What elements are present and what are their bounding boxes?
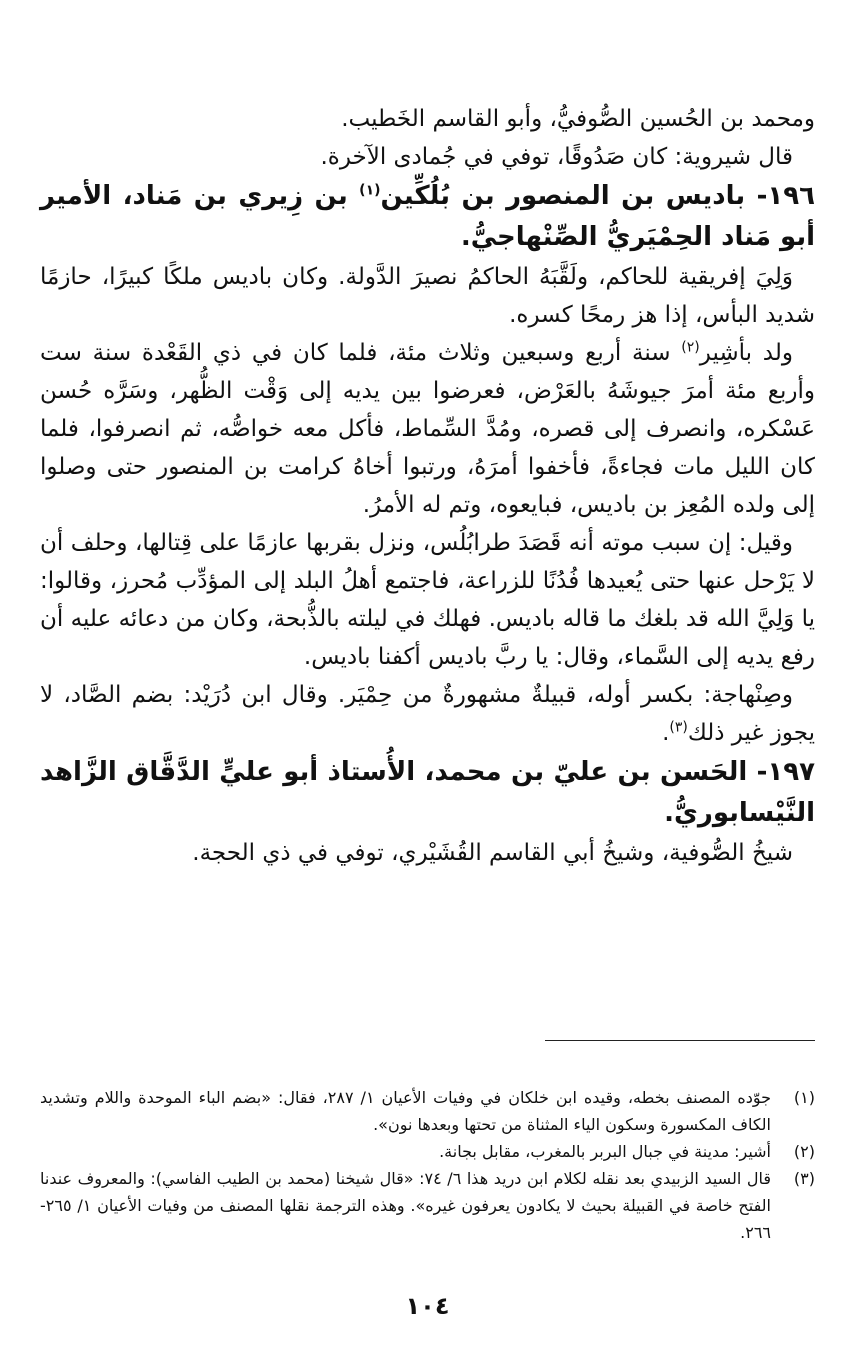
footnote-list [40,1084,815,1246]
footnote-text: أشير: مدينة في جبال البربر بالمغرب، مقابل بجانة. [439,1142,771,1161]
footnote-number: (٢) [793,1142,815,1161]
footnote-number: (٣) [793,1169,815,1188]
paragraph-4-b: سنة أربع وسبعين وثلاث مئة، فلما كان في ذي القَعْدة سنة ست وأربع مئة أمرَ جيوشَهُ بالعَرْض، فعرضوا بين يديه إلى وَقْت الظُّهر، وسَرَّه حُسن عَسْكره، وانصرف إلى قصره، ومُدَّ السِّماط، فأكل معه خواصُّه، ثم انصرفوا، فلما كان الليل مات فجاءةً، فأخفوا أمرَهُ، ورتبوا أخاهُ كرامت بن المنصور حتى وصلوا إلى ولده المُعِز بن باديس، فبايعوه، وتم له الأمرُ. [40,340,815,518]
footnote-2 [40,1138,815,1165]
paragraph-7: شيخُ الصُّوفية، وشيخُ أبي القاسم القُشَيْري، توفي في ذي الحجة. [192,840,793,866]
paragraph-4-a: ولد بأشِير [699,340,793,366]
entry-197-name: الحَسن بن عليّ بن محمد، الأُستاذ أبو عليٍّ الدَّقَّاق الزَّاهد النَّيْسابوريُّ. [40,757,815,828]
entry-197-number: ١٩٧- [747,757,816,787]
entry-196-number: ١٩٦- [745,181,815,211]
entry-197-heading [40,752,815,834]
paragraph-6-b: . [662,720,670,746]
paragraph-6-a: وصِنْهاجة: بكسر أوله، قبيلةٌ مشهورةٌ من حِمْيَر. وقال ابن دُرَيْد: بضم الصَّاد، لا يجوز غير ذلك [40,682,815,746]
paragraph-2: قال شيروية: كان صَدُوقًا، توفي في جُمادى الآخرة. [320,144,793,170]
paragraph-6 [40,676,815,752]
footnote-1 [40,1084,815,1138]
footnote-3 [40,1165,815,1246]
entry-196-heading [40,176,815,258]
paragraph-4 [40,334,815,524]
paragraph-5: وقيل: إن سبب موته أنه قَصَدَ طرابُلُس، ونزل بقربها عازمًا على قِتالها، وحلف أن لا يَرْحل عنها حتى يُعيدها فُدُنًا للزراعة، فاجتمع أهلُ البلد إلى المؤدِّب مُحرز، وقالوا: يا وَلِيَّ الله قد بلغك ما قاله باديس. فهلك في ليلته بالذُّبحة، وكان من دعائه عليه أن رفع يديه إلى السَّماء، وقال: يا ربَّ باديس أكفنا باديس. [40,530,815,670]
main-text [40,100,815,872]
paragraph-3: وَلِيَ إفريقية للحاكم، ولَقَّبَهُ الحاكمُ نصيرَ الدَّولة. وكان باديس ملكًا كبيرًا، حازمًا شديد البأس، إذا هز رمحًا كسره. [40,264,815,328]
paragraph-1: ومحمد بن الحُسين الصُّوفيُّ، وأبو القاسم الخَطيب. [341,106,815,132]
footnote-text: قال السيد الزبيدي بعد نقله لكلام ابن دريد هذا ٦/ ٧٤: «قال شيخنا (محمد بن الطيب الفاسي): والمعروف عندنا الفتح خاصة في القبيلة بحيث لا يكادون يعرفون غيره». وهذه الترجمة نقلها المصنف من وفيات الأعيان ١/ ٢٦٥- ٢٦٦. [40,1169,771,1242]
footnote-ref-1: (١) [359,182,381,199]
footnote-divider [545,1040,815,1041]
entry-196-name-b: بن زِيري بن مَناد، الأمير أبو مَناد الحِمْيَريُّ الصِّنْهاجيُّ. [40,181,815,252]
footnote-text: جوّده المصنف بخطه، وقيده ابن خلكان في وفيات الأعيان ١/ ٢٨٧، فقال: «بضم الباء الموحدة واللام وتشديد الكاف المكسورة وسكون الياء المثناة من تحتها وبعدها نون». [40,1088,771,1134]
footnote-ref-2: (٢) [681,339,700,356]
footnote-ref-3: (٣) [669,719,688,736]
footnote-number: (١) [793,1088,815,1107]
entry-196-name-a: باديس بن المنصور بن بُلُكِّين [380,181,746,211]
page-number: ١٠٤ [405,1292,450,1320]
